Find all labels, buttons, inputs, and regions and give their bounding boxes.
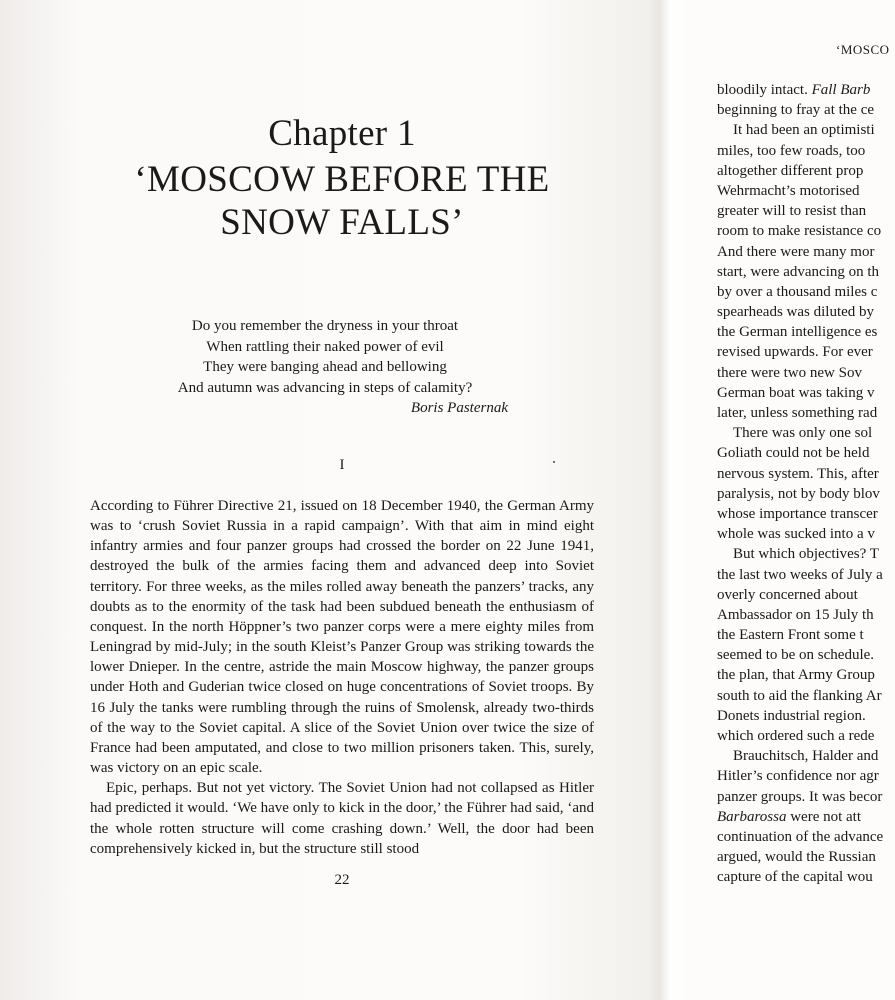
- right-page-line: later, unless something rad: [717, 405, 878, 421]
- right-page-line: which ordered such a rede: [717, 728, 875, 744]
- epigraph: [150, 316, 508, 419]
- chapter-title-line-2: SNOW FALLS’: [220, 202, 464, 243]
- right-page-line: capture of the capital wou: [717, 869, 873, 886]
- right-page-line: miles, too few roads, too: [717, 142, 866, 159]
- right-page-line: But which objectives? T: [733, 546, 879, 563]
- right-page-line: Ambassador on 15 July th: [717, 606, 874, 623]
- right-page-line: whole was sucked into a v: [717, 526, 875, 543]
- right-page-line: revised upwards. For ever: [717, 344, 873, 361]
- right-page-line: Brauchitsch, Halder and: [733, 748, 879, 765]
- right-page-line: greater will to resist than: [717, 203, 867, 220]
- right-page-line: there were two new Sov: [717, 364, 862, 381]
- paragraph: According to Führer Directive 21, issued on 18 December 1940, the German Army was to ‘crush Soviet Russia in a rapid campaign’. With that aim in mind eight infantry armies and four panzer groups had crossed the border on 22 June 1941, destroyed the bulk of the armies facing them and advanced deep into Soviet territory. For three weeks, as the miles rolled away beneath the panzers’ tracks, any doubts as to the enormity of the task had been subdued beneath the enthusiasm of conquest. In the north Höppner’s two panzer corps were a mere eighty miles from Leningrad by mid-July; in the south Kleist’s Panzer Group was striking towards the lower Dnieper. In the centre, astride the main Moscow highway, the panzer groups under Hoth and Guderian twice closed on huge concentrations of Soviet troops. By 16 July the tanks were rumbling through the ruins of Smolensk, already two-thirds of the way to the Soviet capital. A slice of the Soviet Union over twice the size of France had been amputated, and close to two million prisoners taken. This, surely, was victory on an epic scale.: [90, 498, 594, 777]
- epigraph-line: And autumn was advancing in steps of calamity?: [177, 379, 473, 396]
- right-page-line: Hitler’s confidence nor agr: [717, 768, 879, 785]
- right-page-line: bloodily intact. Fall Barb: [717, 82, 871, 98]
- right-page-line: the plan, that Army Group: [717, 667, 875, 684]
- right-page-line: by over a thousand miles c: [717, 283, 878, 300]
- right-page-line: Donets industrial region.: [717, 707, 866, 724]
- chapter-heading: Chapter 1: [268, 113, 416, 154]
- right-page-line: the German intelligence es: [717, 324, 878, 341]
- book-gutter: [646, 0, 690, 1000]
- right-page-line: panzer groups. It was becor: [717, 788, 883, 805]
- right-page-line: argued, would the Russian: [717, 849, 876, 866]
- right-page-line: whose importance transcer: [717, 505, 878, 522]
- right-page-line: the last two weeks of July a: [717, 566, 883, 583]
- running-head: ‘MOSCO: [836, 42, 890, 57]
- right-page-line: start, were advancing on th: [717, 263, 880, 280]
- section-number: I: [339, 457, 345, 473]
- print-speck: [553, 461, 555, 463]
- right-page-line: German boat was taking v: [717, 384, 875, 401]
- right-page-line: There was only one sol: [733, 425, 873, 442]
- right-page-line: overly concerned about: [717, 586, 858, 603]
- epigraph-line: They were banging ahead and bellowing: [203, 359, 447, 375]
- right-page-line: seemed to be on schedule.: [717, 647, 875, 664]
- epigraph-line: Do you remember the dryness in your throat: [191, 318, 459, 334]
- right-page-line: the Eastern Front some t: [717, 627, 864, 644]
- right-page-line: south to aid the flanking Ar: [717, 687, 882, 704]
- right-page-line: Goliath could not be held: [717, 445, 870, 462]
- right-page-line: nervous system. This, after: [717, 465, 879, 482]
- right-page-line: And there were many mor: [717, 243, 875, 260]
- chapter-title-line-1: ‘MOSCOW BEFORE THE: [134, 159, 550, 200]
- right-page-line: paralysis, not by body blov: [717, 485, 880, 502]
- right-page-text: [717, 80, 895, 888]
- paragraph: Epic, perhaps. But not yet victory. The Soviet Union had not collapsed as Hitler had predicted it would. ‘We have only to kick in the door,’ the Führer had said, ‘and the whole rotten structure will come crashing down.’ Well, the door had been comprehensively kicked in, but the structure still stood: [90, 780, 594, 857]
- page-number: 22: [334, 872, 350, 888]
- right-page-line: continuation of the advance: [717, 828, 884, 845]
- epigraph-author: Boris Pasternak: [410, 400, 508, 416]
- epigraph-line: When rattling their naked power of evil: [206, 338, 444, 355]
- right-page-line: room to make resistance co: [717, 223, 882, 240]
- right-page-line: Barbarossa were not att: [717, 808, 862, 825]
- body-text: [90, 496, 594, 859]
- right-page-line: spearheads was diluted by: [717, 304, 875, 321]
- right-page-line: Wehrmacht’s motorised: [717, 182, 860, 199]
- right-page-line: It had been an optimisti: [733, 122, 875, 139]
- right-page-line: beginning to fray at the ce: [717, 102, 875, 119]
- right-page-line: altogether different prop: [717, 162, 864, 179]
